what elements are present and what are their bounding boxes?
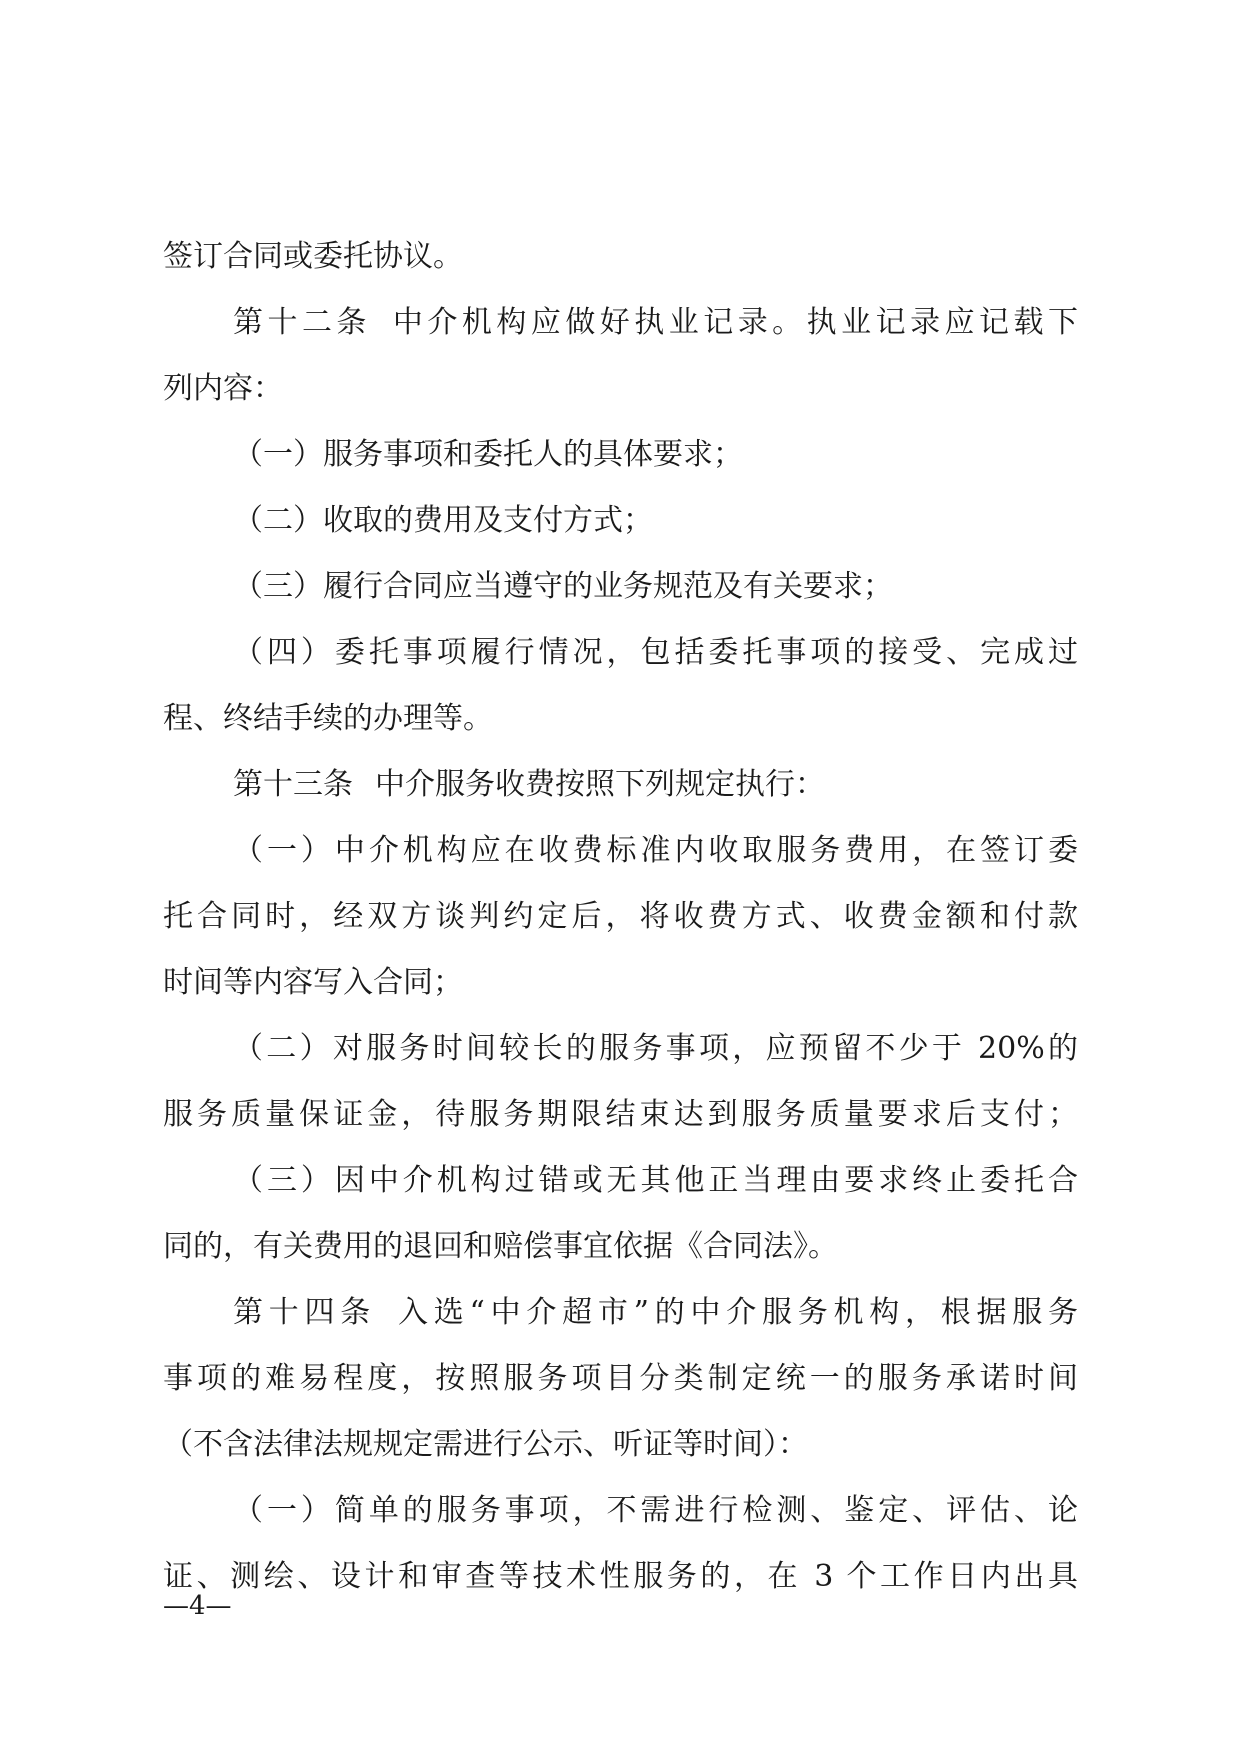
line-text: （三）因中介机构过错或无其他正当理由要求终止委托合: [233, 1163, 1078, 1198]
line-text: 入选“中介超市”的中介服务机构，根据服务: [398, 1295, 1078, 1330]
text-line: [163, 686, 1078, 752]
text-line: [163, 554, 1078, 620]
line-text: 列内容：: [163, 371, 283, 406]
text-line: [163, 1412, 1078, 1478]
text-line: [163, 1016, 1078, 1082]
article-number: 第十二条: [233, 305, 371, 340]
line-text: （不含法律法规规定需进行公示、听证等时间）：: [163, 1427, 808, 1462]
text-line: [163, 620, 1078, 686]
text-line: [163, 224, 1078, 290]
text-line: [163, 356, 1078, 422]
body-text: [163, 224, 1078, 1610]
text-line: [163, 290, 1078, 356]
text-line: [163, 1082, 1078, 1148]
text-line: [163, 818, 1078, 884]
line-text: 签订合同或委托协议。: [163, 239, 463, 274]
text-line: [163, 1346, 1078, 1412]
text-line: [163, 752, 1078, 818]
text-line: [163, 1214, 1078, 1280]
text-line: [163, 488, 1078, 554]
text-line: [163, 422, 1078, 488]
line-text: （一）服务事项和委托人的具体要求；: [233, 437, 743, 472]
article-number: 第十三条: [233, 767, 353, 802]
line-text: 中介服务收费按照下列规定执行：: [375, 767, 825, 802]
line-text: （三）履行合同应当遵守的业务规范及有关要求；: [233, 569, 893, 604]
text-line: [163, 1280, 1078, 1346]
text-line: [163, 950, 1078, 1016]
line-text: 程、终结手续的办理等。: [163, 701, 493, 736]
line-text: （二）对服务时间较长的服务事项，应预留不少于 20%的: [233, 1031, 1078, 1066]
line-text: 时间等内容写入合同；: [163, 965, 463, 1000]
text-line: [163, 1544, 1078, 1610]
line-text: 中介机构应做好执业记录。执业记录应记载下: [392, 305, 1078, 340]
line-text: 同的，有关费用的退回和赔偿事宜依据《合同法》。: [163, 1229, 838, 1264]
page-number: —4—: [163, 1591, 232, 1621]
line-text: 托合同时，经双方谈判约定后，将收费方式、收费金额和付款: [163, 899, 1078, 934]
line-text: （四）委托事项履行情况，包括委托事项的接受、完成过: [233, 635, 1078, 670]
line-text: 事项的难易程度，按照服务项目分类制定统一的服务承诺时间: [163, 1361, 1078, 1396]
text-line: [163, 884, 1078, 950]
line-text: 服务质量保证金，待服务期限结束达到服务质量要求后支付；: [163, 1097, 1078, 1132]
line-text: 证、测绘、设计和审查等技术性服务的，在 3 个工作日内出具: [163, 1559, 1078, 1594]
line-text: （二）收取的费用及支付方式；: [233, 503, 653, 538]
text-line: [163, 1478, 1078, 1544]
line-text: （一）简单的服务事项，不需进行检测、鉴定、评估、论: [233, 1493, 1078, 1528]
text-line: [163, 1148, 1078, 1214]
line-text: （一）中介机构应在收费标准内收取服务费用，在签订委: [233, 833, 1078, 868]
article-number: 第十四条: [233, 1295, 377, 1330]
